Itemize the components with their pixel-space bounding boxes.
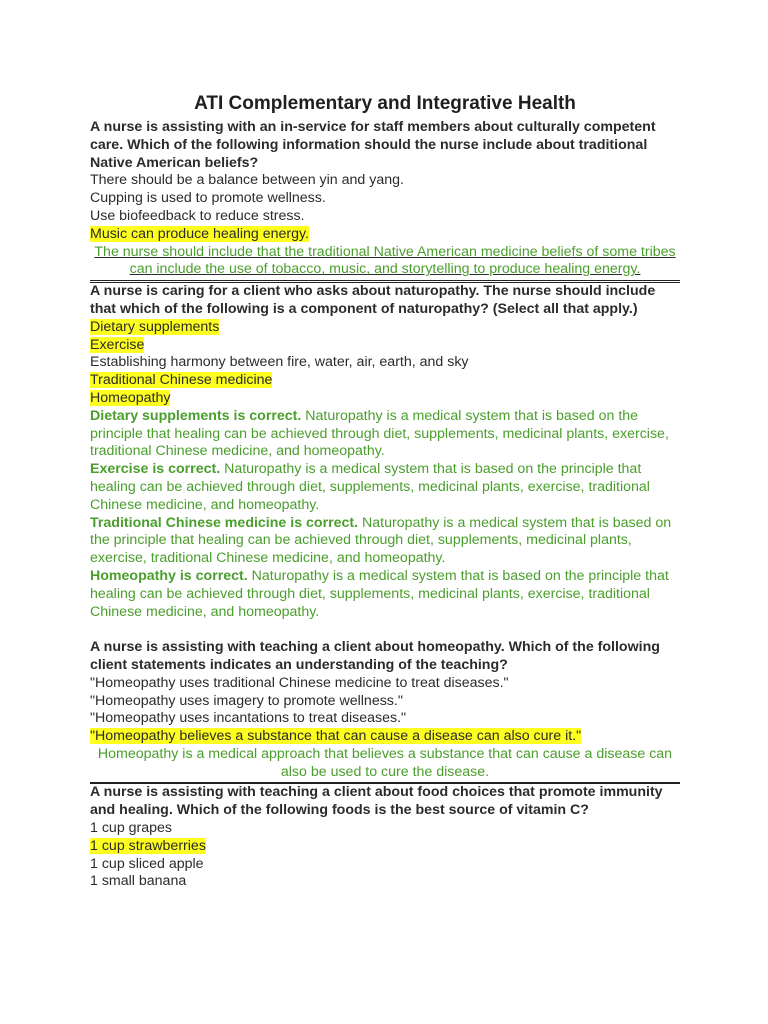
question-text: A nurse is assisting with an in-service for staff members about culturally competent care. Which of the following information should the nurse include about traditional Native American beliefs? — [90, 119, 656, 171]
correct-answer-highlight: Traditional Chinese medicine — [90, 372, 273, 389]
rationale-text: Homeopathy is a medical approach that believes a substance that can cause a disease can also be used to cure the disease. — [97, 745, 673, 780]
option-correct — [90, 226, 680, 244]
rationale-text — [90, 461, 680, 514]
document-page — [90, 92, 680, 891]
spacer — [90, 621, 680, 639]
page-title: ATI Complementary and Integrative Health — [194, 93, 576, 114]
option: Establishing harmony between fire, water, air, earth, and sky — [90, 354, 469, 371]
option: 1 small banana — [90, 873, 187, 890]
rationale-text — [90, 408, 680, 461]
option-correct — [90, 390, 680, 408]
rationale-body: Naturopathy is a medical system that is based on the principle that healing can be achieved through diet, supplements, medicinal plants, exercise, traditional Chinese medicine, and homeopathy. — [90, 461, 650, 513]
correct-answer-highlight: Exercise — [90, 336, 145, 353]
rationale-text — [90, 515, 680, 568]
option: There should be a balance between yin and yang. — [90, 172, 404, 189]
question-block-2 — [90, 283, 680, 621]
correct-answer-highlight: Dietary supplements — [90, 318, 220, 335]
rationale-body: Naturopathy is a medical system that is based on the principle that healing can be achieved through diet, supplements, medicinal plants, exercise, traditional Chinese medicine, and homeopathy. — [90, 407, 669, 460]
option-correct — [90, 337, 680, 355]
option-correct — [90, 728, 680, 746]
correct-answer-highlight: Homeopathy — [90, 389, 171, 406]
question-text: A nurse is assisting with teaching a client about homeopathy. Which of the following client statements indicates an understanding of the teaching? — [90, 639, 660, 673]
rationale-lead: Exercise is correct. — [90, 461, 221, 478]
question-block-3 — [90, 639, 680, 781]
question-text: A nurse is caring for a client who asks about naturopathy. The nurse should include that which of the following is a component of naturopathy? (Select all that apply.) — [90, 283, 656, 317]
option: "Homeopathy uses traditional Chinese medicine to treat diseases." — [90, 674, 509, 691]
question-block-4 — [90, 784, 680, 891]
correct-answer-highlight: "Homeopathy believes a substance that can cause a disease can also cure it." — [90, 728, 582, 745]
rationale-lead: Dietary supplements is correct. — [90, 407, 302, 424]
option-correct — [90, 319, 680, 337]
correct-answer-highlight: 1 cup strawberries — [90, 837, 206, 854]
rationale-lead: Traditional Chinese medicine is correct. — [90, 514, 359, 531]
rationale-body: Naturopathy is a medical system that is based on the principle that healing can be achieved through diet, supplements, medicinal plants, exercise, traditional Chinese medicine, and homeopathy. — [90, 514, 672, 567]
rationale-lead: Homeopathy is correct. — [90, 567, 248, 584]
option: 1 cup grapes — [90, 820, 173, 837]
option: Use biofeedback to reduce stress. — [90, 207, 305, 224]
rationale-text — [90, 568, 680, 621]
option: 1 cup sliced apple — [90, 855, 204, 872]
option: Cupping is used to promote wellness. — [90, 190, 326, 207]
option-correct — [90, 838, 680, 856]
option: "Homeopathy uses incantations to treat diseases." — [90, 710, 407, 727]
rationale-text: The nurse should include that the traditional Native American medicine beliefs of some tribes can include the use of tobacco, music, and storytelling to produce healing energy. — [94, 243, 676, 278]
question-block-1 — [90, 119, 680, 279]
option: "Homeopathy uses imagery to promote wellness." — [90, 692, 403, 709]
correct-answer-highlight: Music can produce healing energy. — [90, 225, 309, 242]
option-correct — [90, 372, 680, 390]
question-text: A nurse is assisting with teaching a client about food choices that promote immunity and healing. Which of the following foods is the best source of vitamin C? — [90, 784, 663, 819]
rationale-body: Naturopathy is a medical system that is based on the principle that healing can be achieved through diet, supplements, medicinal plants, exercise, traditional Chinese medicine, and homeopathy. — [90, 567, 669, 620]
